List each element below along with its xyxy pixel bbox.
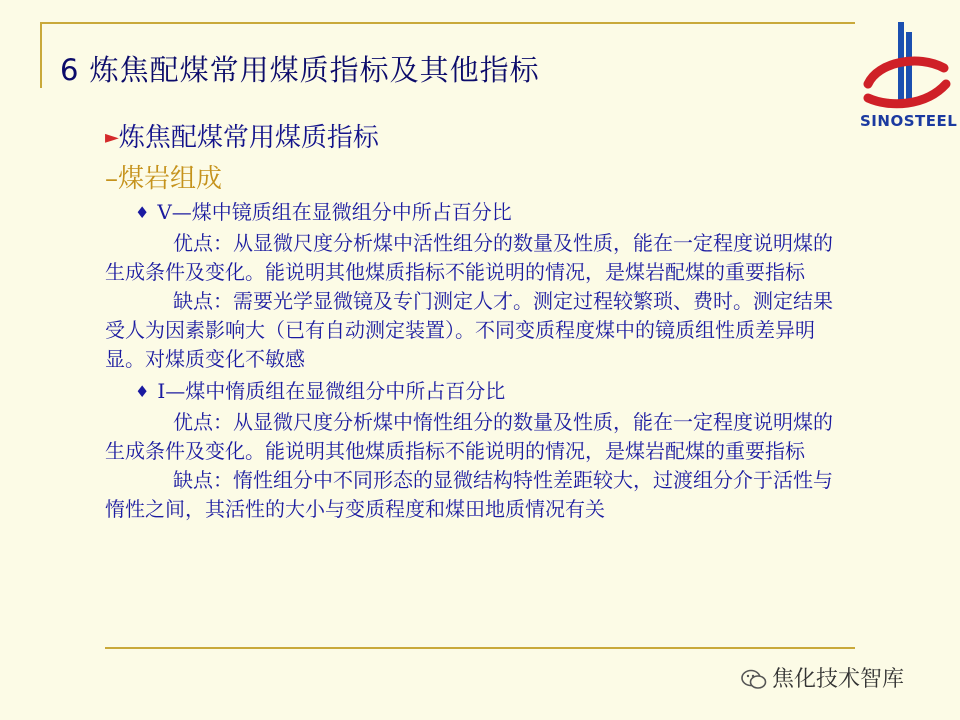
item-v-pros: 优点：从显微尺度分析煤中活性组分的数量及性质，能在一定程度说明煤的生成条件及变化。能说明其他煤质指标不能说明的情况，是煤岩配煤的重要指标 xyxy=(105,231,833,284)
watermark-text: 焦化技术智库 xyxy=(772,667,905,692)
item-i-heading xyxy=(105,376,850,408)
diamond-bullet-icon: ♦ xyxy=(135,382,150,401)
sinosteel-logo xyxy=(860,18,958,138)
item-v-heading-text: V—煤中镜质组在显微组分中所占百分比 xyxy=(157,200,512,224)
item-i-pros: 优点：从显微尺度分析煤中惰性组分的数量及性质，能在一定程度说明煤的生成条件及变化。能说明其他煤质指标不能说明的情况，是煤岩配煤的重要指标 xyxy=(105,410,833,463)
section-heading-text: 炼焦配煤常用煤质指标 xyxy=(118,123,379,153)
wechat-icon xyxy=(740,668,768,692)
slide-content xyxy=(105,118,850,524)
item-i-heading-text: I—煤中惰质组在显微组分中所占百分比 xyxy=(157,379,506,403)
item-v-heading xyxy=(105,197,850,229)
header-left-rule xyxy=(40,22,42,88)
item-i-cons: 缺点：惰性组分中不同形态的显微结构特性差距较大，过渡组分介于活性与惰性之间，其活性的大小与变质程度和煤田地质情况有关 xyxy=(105,468,833,521)
slide-title: 6 炼焦配煤常用煤质指标及其他指标 xyxy=(60,53,540,87)
diamond-bullet-icon: ♦ xyxy=(135,203,150,222)
triangle-bullet-icon: ► xyxy=(105,127,119,148)
logo-text: SINOSTEEL xyxy=(860,112,958,130)
section-subheading: –煤岩组成 xyxy=(105,164,223,194)
sinosteel-emblem-icon xyxy=(860,18,952,114)
footer-rule xyxy=(105,647,855,649)
watermark xyxy=(740,662,904,692)
header-top-rule xyxy=(40,22,855,24)
section-heading xyxy=(105,118,850,161)
item-v-cons: 缺点：需要光学显微镜及专门测定人才。测定过程较繁琐、费时。测定结果受人为因素影响大（已有自动测定装置）。不同变质程度煤中的镜质组性质差异明显。对煤质变化不敏感 xyxy=(105,289,833,371)
